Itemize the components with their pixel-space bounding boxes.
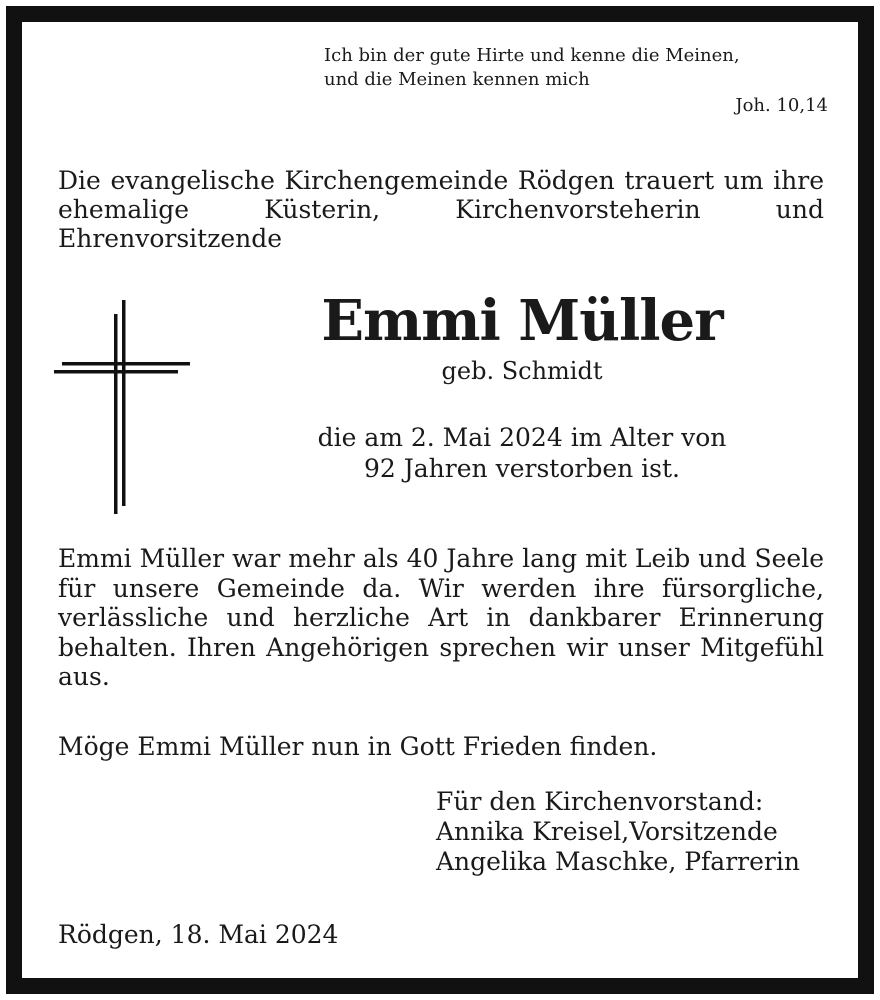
signature-heading: Für den Kirchenvorstand: [436,787,764,816]
intro-paragraph: Die evangelische Kirchengemeinde Rödgen trauert um ihre ehemalige Küsterin, Kirchenvorsteherin und Ehrenvorsitzende [58,166,824,253]
obituary-notice [6,6,874,994]
closing-wish: Möge Emmi Müller nun in Gott Frieden finden. [58,732,658,761]
verse-reference: Joh. 10,14 [735,95,828,116]
deceased-name: Emmi Müller [321,288,723,354]
signer-2: Angelika Maschke, Pfarrerin [436,847,800,876]
bible-verse [324,44,740,92]
death-line-2: 92 Jahren verstorben ist. [364,454,680,483]
cross-icon [52,292,202,522]
verse-line-2: und die Meinen kennen mich [324,69,590,90]
place-date: Rödgen, 18. Mai 2024 [58,920,339,949]
verse-line-1: Ich bin der gute Hirte und kenne die Meinen, [324,45,740,66]
death-info [252,422,792,484]
death-line-1: die am 2. Mai 2024 im Alter von [317,423,727,452]
signature-block [436,787,800,877]
maiden-name: geb. Schmidt [441,357,603,385]
signer-1: Annika Kreisel,Vorsitzende [436,817,778,846]
tribute-paragraph: Emmi Müller war mehr als 40 Jahre lang mit Leib und Seele für unsere Gemeinde da. Wir werden ihre fürsorgliche, verlässliche und herzliche Art in dankbarer Erinnerung behalten. Ihren Angehörigen sprechen wir unser Mitgefühl aus. [58,544,824,691]
